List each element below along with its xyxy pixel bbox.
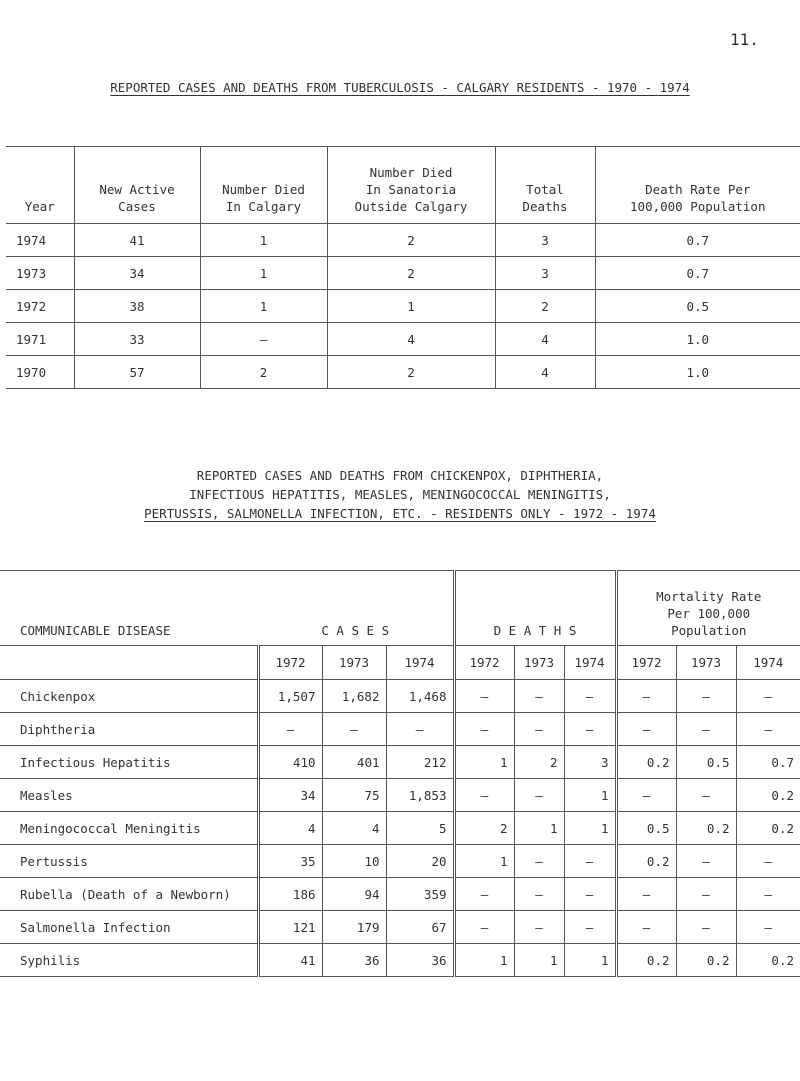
mortality-cell: 0.7 <box>736 746 800 779</box>
table-cell: 1.0 <box>595 356 800 389</box>
table-cell: 1 <box>200 224 327 257</box>
mortality-cell: – <box>676 878 736 911</box>
cases-cell: 1,853 <box>386 779 454 812</box>
mortality-cell: 0.2 <box>616 746 676 779</box>
year-header-cell: 1972 <box>616 646 676 680</box>
cases-cell: 36 <box>386 944 454 977</box>
deaths-cell: – <box>514 680 564 713</box>
mortality-cell: – <box>736 878 800 911</box>
mortality-cell: – <box>616 779 676 812</box>
disease-name: Meningococcal Meningitis <box>0 812 258 845</box>
mortality-cell: – <box>676 911 736 944</box>
deaths-cell: 1 <box>454 845 514 878</box>
deaths-cell: – <box>454 878 514 911</box>
mortality-header: Mortality Rate Per 100,000 Population <box>616 571 800 646</box>
table-cell: 38 <box>74 290 200 323</box>
cases-cell: 359 <box>386 878 454 911</box>
tb-table <box>6 146 800 389</box>
deaths-cell: 1 <box>514 944 564 977</box>
deaths-cell: – <box>564 878 616 911</box>
tb-header-cell: Number Died In Sanatoria Outside Calgary <box>327 147 495 224</box>
mortality-cell: 0.2 <box>676 944 736 977</box>
table-row <box>6 356 800 389</box>
cases-cell: 35 <box>258 845 322 878</box>
disease-name: Measles <box>0 779 258 812</box>
deaths-cell: – <box>564 680 616 713</box>
deaths-cell: 1 <box>514 812 564 845</box>
table-row <box>6 224 800 257</box>
deaths-cell: – <box>564 713 616 746</box>
table-row <box>0 713 800 746</box>
cases-cell: 4 <box>258 812 322 845</box>
table-row <box>0 812 800 845</box>
tb-header-cell: Total Deaths <box>495 147 595 224</box>
mortality-cell: – <box>676 680 736 713</box>
cases-cell: 1,507 <box>258 680 322 713</box>
table-cell: 4 <box>495 356 595 389</box>
year-header-cell: 1974 <box>564 646 616 680</box>
table-cell: 1973 <box>6 257 74 290</box>
table-cell: 0.7 <box>595 224 800 257</box>
tb-header-cell: Death Rate Per 100,000 Population <box>595 147 800 224</box>
mortality-cell: – <box>676 845 736 878</box>
table-cell: 2 <box>495 290 595 323</box>
table-cell: 33 <box>74 323 200 356</box>
year-header-cell: 1974 <box>736 646 800 680</box>
cases-cell: 121 <box>258 911 322 944</box>
table-cell: 4 <box>495 323 595 356</box>
cases-cell: 1,682 <box>322 680 386 713</box>
blank-header-cell <box>0 646 258 680</box>
mortality-cell: – <box>676 779 736 812</box>
cases-cell: 20 <box>386 845 454 878</box>
deaths-cell: – <box>454 911 514 944</box>
cases-cell: 41 <box>258 944 322 977</box>
cases-cell: 179 <box>322 911 386 944</box>
table-cell: 2 <box>327 224 495 257</box>
deaths-cell: – <box>454 779 514 812</box>
table-row <box>6 290 800 323</box>
mortality-cell: – <box>616 680 676 713</box>
page-number: 11. <box>730 30 759 49</box>
deaths-cell: – <box>514 911 564 944</box>
cases-cell: 75 <box>322 779 386 812</box>
mortality-cell: – <box>736 713 800 746</box>
deaths-cell: 2 <box>514 746 564 779</box>
table-cell: 3 <box>495 224 595 257</box>
year-header-cell: 1974 <box>386 646 454 680</box>
table-row <box>0 779 800 812</box>
year-header-cell: 1973 <box>676 646 736 680</box>
table-cell: 1970 <box>16 364 47 380</box>
table-cell: 1 <box>200 290 327 323</box>
mortality-cell: – <box>616 713 676 746</box>
disease-name: Infectious Hepatitis <box>0 746 258 779</box>
deaths-cell: – <box>454 713 514 746</box>
table-cell: 1974 <box>6 224 74 257</box>
mortality-cell: 0.2 <box>616 944 676 977</box>
cd-table <box>0 570 800 977</box>
table-cell: 1971 <box>6 323 74 356</box>
mortality-cell: – <box>616 911 676 944</box>
table-row <box>0 680 800 713</box>
disease-name: Pertussis <box>0 845 258 878</box>
deaths-cell: – <box>514 878 564 911</box>
table-cell: 0.7 <box>595 257 800 290</box>
cases-cell: 34 <box>258 779 322 812</box>
deaths-cell: – <box>564 911 616 944</box>
tb-header-row <box>6 147 800 224</box>
mortality-cell: – <box>676 713 736 746</box>
mortality-cell: 0.2 <box>736 944 800 977</box>
disease-name: Diphtheria <box>0 713 258 746</box>
cases-cell: 5 <box>386 812 454 845</box>
table-cell: – <box>200 323 327 356</box>
table-cell: 41 <box>74 224 200 257</box>
disease-name: Syphilis <box>20 952 81 968</box>
cases-cell: – <box>386 713 454 746</box>
deaths-header: D E A T H S <box>454 571 616 646</box>
cases-header: C A S E S <box>258 571 454 646</box>
year-header-cell: 1972 <box>454 646 514 680</box>
table-cell: 3 <box>495 257 595 290</box>
cases-cell: 401 <box>322 746 386 779</box>
mortality-cell: 0.5 <box>616 812 676 845</box>
disease-name: Rubella (Death of a Newborn) <box>0 878 258 911</box>
table-row <box>6 323 800 356</box>
tb-header-cell: Year <box>6 147 74 224</box>
cd-title: REPORTED CASES AND DEATHS FROM CHICKENPOX, DIPHTHERIA, INFECTIOUS HEPATITIS, MEASLES, MENINGOCOCCAL MENINGITIS, PERTUSSIS, SALMONELLA INFECTION, ETC. - RESIDENTS ONLY - 1972 - 1974 <box>144 468 656 521</box>
table-cell: 1 <box>327 290 495 323</box>
table-cell: 34 <box>74 257 200 290</box>
cd-group-header-row <box>0 571 800 646</box>
mortality-cell: – <box>736 680 800 713</box>
table-row <box>6 257 800 290</box>
deaths-cell: – <box>514 845 564 878</box>
cases-cell: – <box>258 713 322 746</box>
deaths-cell: – <box>514 713 564 746</box>
deaths-cell: 1 <box>454 746 514 779</box>
mortality-cell: 0.2 <box>676 812 736 845</box>
mortality-cell: – <box>736 911 800 944</box>
year-header-cell: 1973 <box>322 646 386 680</box>
mortality-cell: 0.2 <box>736 779 800 812</box>
cases-cell: – <box>322 713 386 746</box>
deaths-cell: – <box>564 845 616 878</box>
cases-cell: 4 <box>322 812 386 845</box>
table-cell: 2 <box>327 356 495 389</box>
tb-header-cell: Number Died In Calgary <box>200 147 327 224</box>
disease-name: Salmonella Infection <box>0 911 258 944</box>
cases-cell: 67 <box>386 911 454 944</box>
table-row <box>0 746 800 779</box>
table-cell: 57 <box>74 356 200 389</box>
table-cell: 1 <box>200 257 327 290</box>
tb-header-cell: New Active Cases <box>74 147 200 224</box>
table-cell: 1972 <box>6 290 74 323</box>
cases-cell: 36 <box>322 944 386 977</box>
cases-cell: 94 <box>322 878 386 911</box>
mortality-cell: – <box>616 878 676 911</box>
deaths-cell: 1 <box>564 812 616 845</box>
deaths-cell: 1 <box>564 779 616 812</box>
disease-name: Chickenpox <box>0 680 258 713</box>
cases-cell: 1,468 <box>386 680 454 713</box>
disease-header: COMMUNICABLE DISEASE <box>0 571 258 646</box>
table-row <box>0 944 800 977</box>
mortality-cell: 0.2 <box>736 812 800 845</box>
year-header-cell: 1972 <box>258 646 322 680</box>
cases-cell: 212 <box>386 746 454 779</box>
table-cell: 2 <box>327 257 495 290</box>
cases-cell: 186 <box>258 878 322 911</box>
table-row <box>0 878 800 911</box>
deaths-cell: – <box>454 680 514 713</box>
table-cell: 0.5 <box>595 290 800 323</box>
cases-cell: 410 <box>258 746 322 779</box>
deaths-cell: 1 <box>564 944 616 977</box>
table-cell: 2 <box>200 356 327 389</box>
table-cell: 4 <box>327 323 495 356</box>
deaths-cell: 3 <box>564 746 616 779</box>
table-cell: 1.0 <box>595 323 800 356</box>
mortality-cell: 0.2 <box>616 845 676 878</box>
deaths-cell: 2 <box>454 812 514 845</box>
table-row <box>0 845 800 878</box>
cd-year-header-row <box>0 646 800 680</box>
deaths-cell: – <box>514 779 564 812</box>
year-header-cell: 1973 <box>514 646 564 680</box>
table-row <box>0 911 800 944</box>
tb-title: REPORTED CASES AND DEATHS FROM TUBERCULOSIS - CALGARY RESIDENTS - 1970 - 1974 <box>110 80 690 95</box>
mortality-cell: – <box>736 845 800 878</box>
cases-cell: 10 <box>322 845 386 878</box>
deaths-cell: 1 <box>454 944 514 977</box>
mortality-cell: 0.5 <box>676 746 736 779</box>
